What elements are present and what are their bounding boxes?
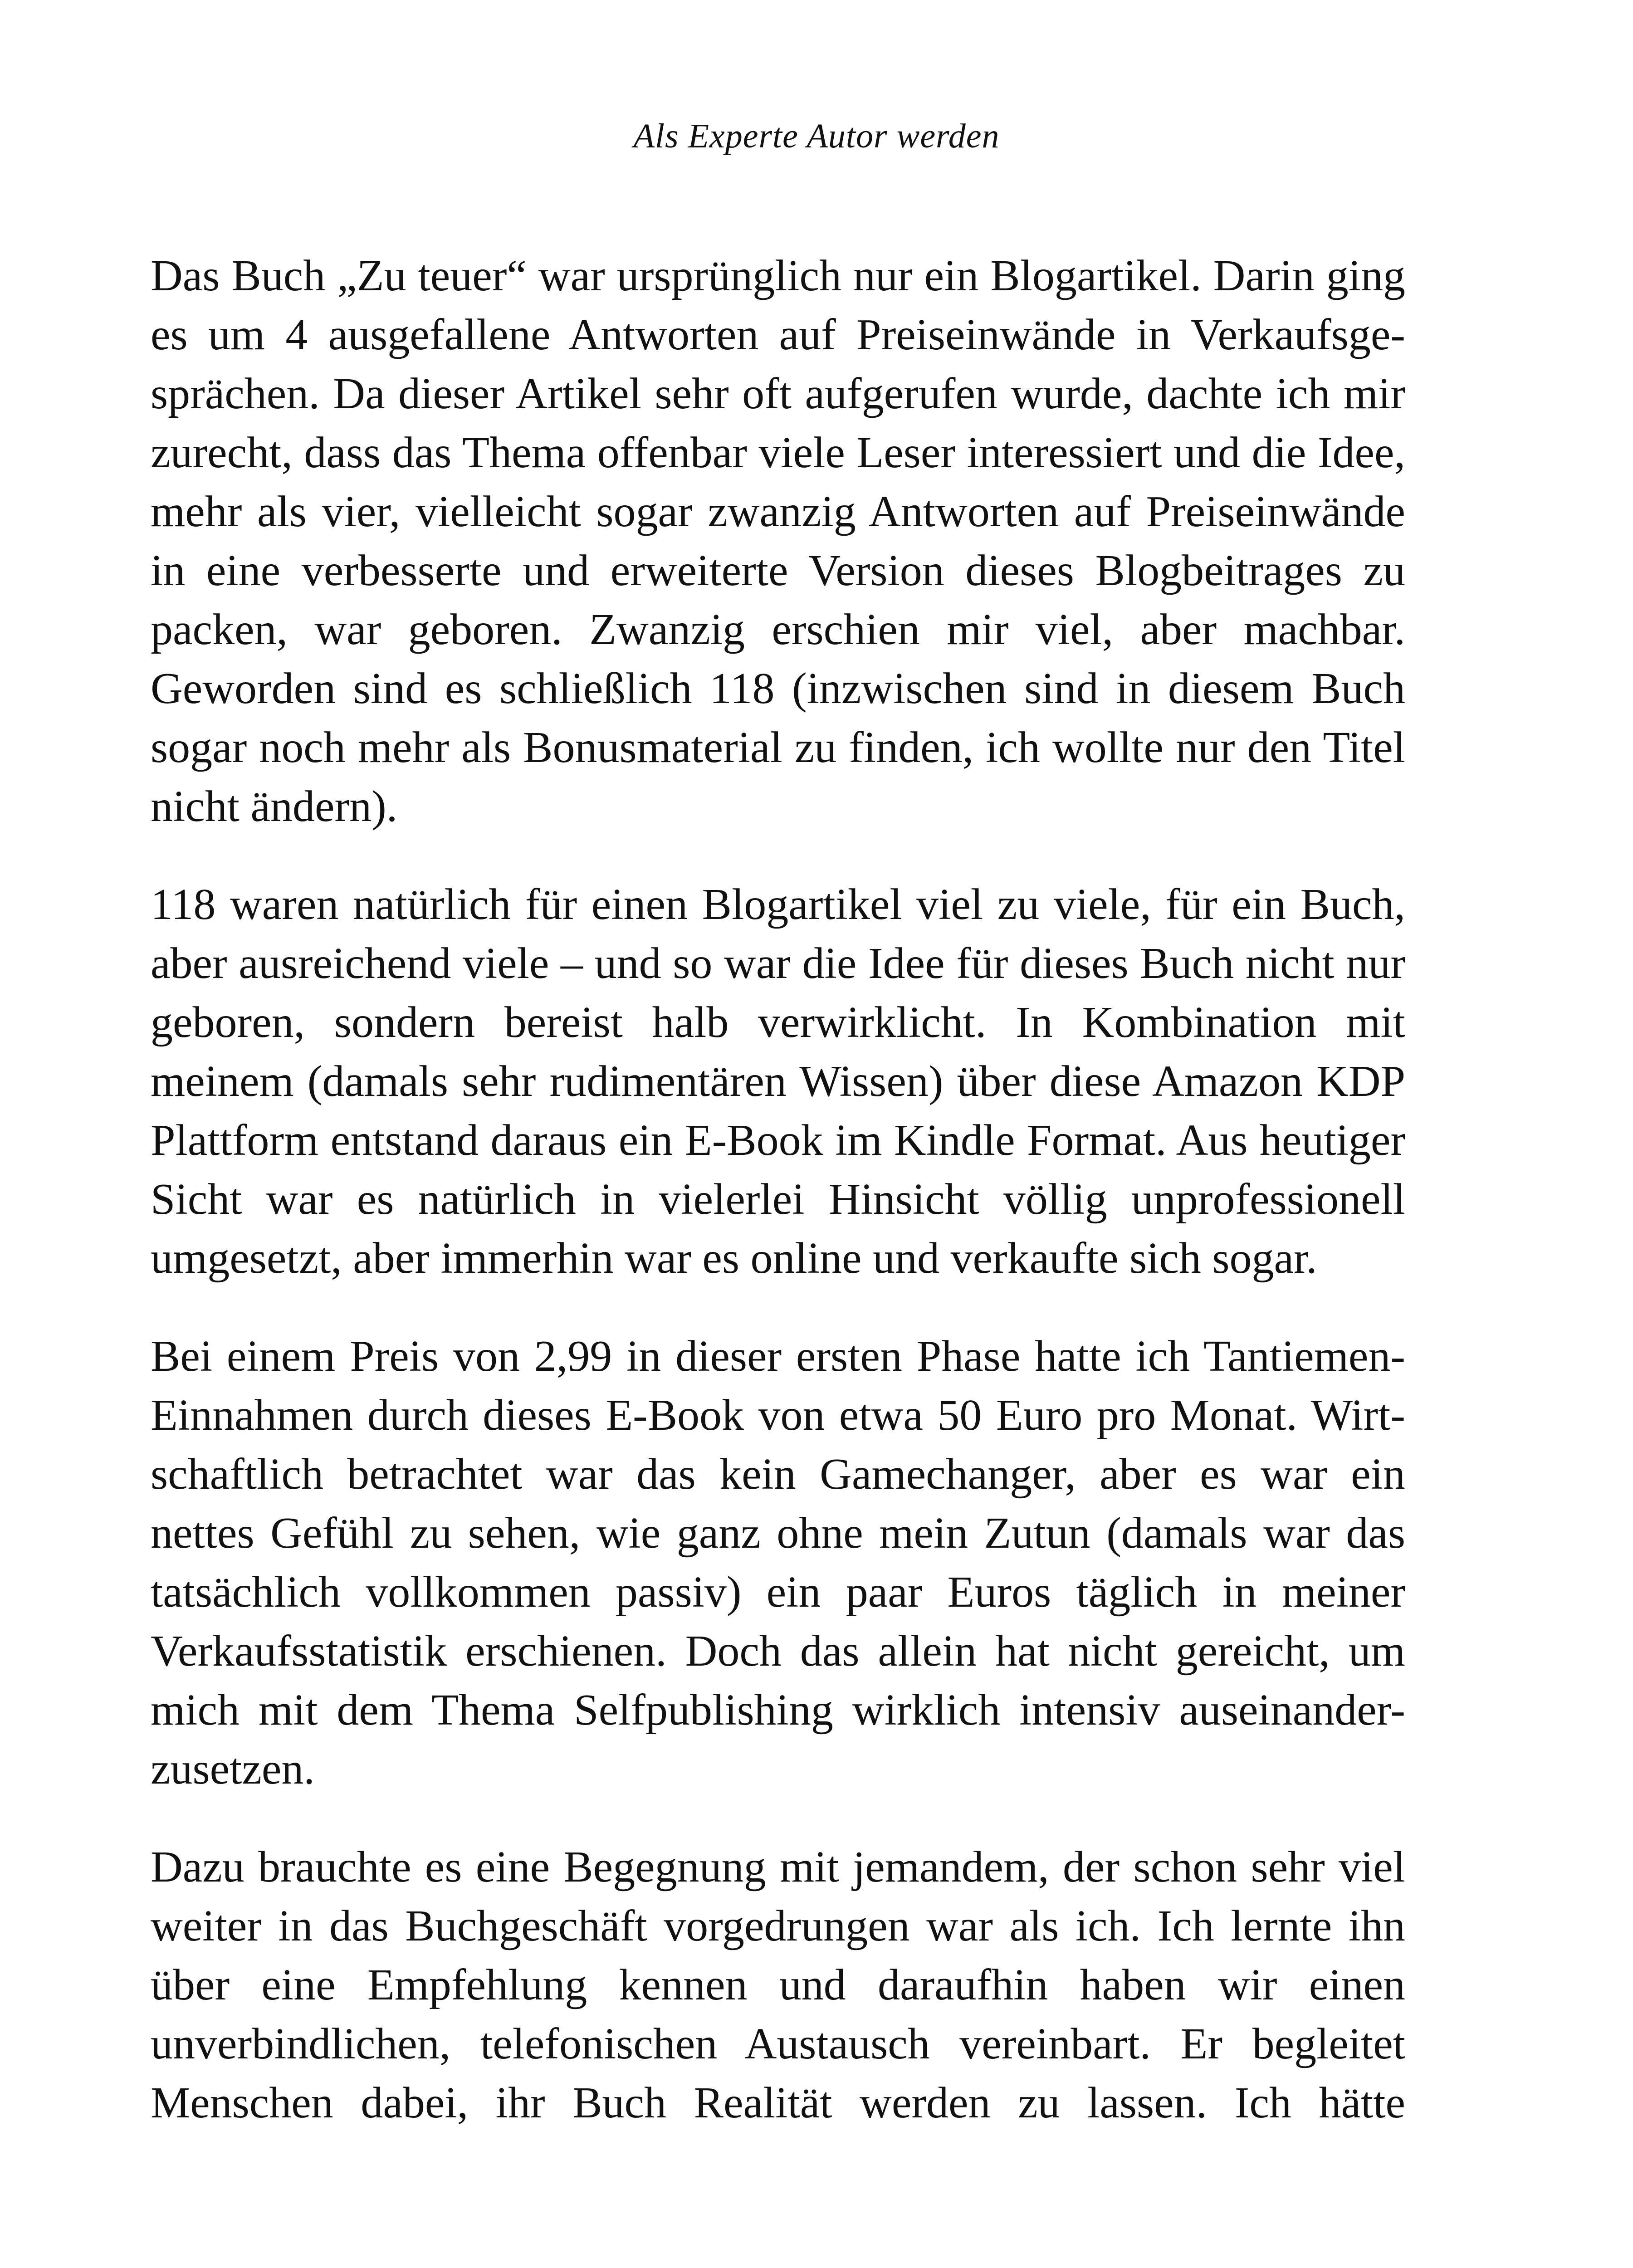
text-line: aber ausreichend viele – und so war die Idee für dieses Buch nicht nur bbox=[151, 939, 1405, 988]
text-line: packen, war geboren. Zwanzig erschien mir viel, aber machbar. bbox=[151, 605, 1405, 654]
text-line: schaftlich betrachtet war das kein Gamechanger, aber es war ein bbox=[151, 1450, 1405, 1499]
text-line: Sicht war es natürlich in vielerlei Hinsicht völlig unprofessionell bbox=[151, 1175, 1405, 1224]
text-line: sprächen. Da dieser Artikel sehr oft aufgerufen wurde, dachte ich mir bbox=[151, 369, 1405, 418]
paragraph-gap bbox=[151, 1799, 1405, 1838]
text-line: Verkaufsstatistik erschienen. Doch das allein hat nicht gereicht, um bbox=[151, 1627, 1405, 1676]
text-line: 118 waren natürlich für einen Blogartikel viel zu viele, für ein Buch, bbox=[151, 880, 1405, 929]
text-line: es um 4 ausgefallene Antworten auf Preiseinwände in Verkaufsge- bbox=[151, 310, 1405, 359]
paragraph-4 bbox=[151, 1838, 1405, 2132]
text-line: Plattform entstand daraus ein E-Book im Kindle Format. Aus heutiger bbox=[151, 1116, 1405, 1165]
text-line: sogar noch mehr als Bonusmaterial zu finden, ich wollte nur den Titel bbox=[151, 723, 1405, 772]
text-line: unverbindlichen, telefonischen Austausch vereinbart. Er begleitet bbox=[151, 2019, 1405, 2068]
text-line: zurecht, dass das Thema offenbar viele Leser interessiert und die Idee, bbox=[151, 428, 1405, 477]
text-line: Dazu brauchte es eine Begegnung mit jemandem, der schon sehr viel bbox=[151, 1843, 1405, 1892]
text-line: umgesetzt, aber immerhin war es online und verkaufte sich sogar. bbox=[151, 1234, 1317, 1283]
text-line: mich mit dem Thema Selfpublishing wirklich intensiv auseinander- bbox=[151, 1686, 1405, 1735]
text-line: Menschen dabei, ihr Buch Realität werden zu lassen. Ich hätte bbox=[151, 2078, 1405, 2127]
text-line: nettes Gefühl zu sehen, wie ganz ohne mein Zutun (damals war das bbox=[151, 1509, 1405, 1558]
text-line: über eine Empfehlung kennen und daraufhin haben wir einen bbox=[151, 1960, 1405, 2009]
text-line: geboren, sondern bereist halb verwirklicht. In Kombination mit bbox=[151, 998, 1405, 1047]
text-line: Bei einem Preis von 2,99 in dieser ersten Phase hatte ich Tantiemen- bbox=[151, 1332, 1405, 1381]
text-line: weiter in das Buchgeschäft vorgedrungen war als ich. Ich lernte ihn bbox=[151, 1901, 1405, 1950]
paragraph-gap bbox=[151, 1288, 1405, 1327]
paragraph-gap bbox=[151, 836, 1405, 875]
text-line: in eine verbesserte und erweiterte Version dieses Blogbeitrages zu bbox=[151, 546, 1405, 595]
body-text bbox=[151, 246, 1405, 2132]
paragraph-3 bbox=[151, 1327, 1405, 1799]
text-line: mehr als vier, vielleicht sogar zwanzig Antworten auf Preiseinwände bbox=[151, 487, 1405, 536]
text-line: Das Buch „Zu teuer“ war ursprünglich nur ein Blogartikel. Darin ging bbox=[151, 251, 1405, 300]
text-line: nicht ändern). bbox=[151, 782, 398, 831]
text-line: zusetzen. bbox=[151, 1745, 315, 1794]
text-line: Geworden sind es schließlich 118 (inzwischen sind in diesem Buch bbox=[151, 664, 1405, 713]
text-line: Einnahmen durch dieses E-Book von etwa 50 Euro pro Monat. Wirt- bbox=[151, 1391, 1405, 1440]
paragraph-1 bbox=[151, 246, 1405, 836]
text-line: meinem (damals sehr rudimentären Wissen) über diese Amazon KDP bbox=[151, 1057, 1405, 1106]
paragraph-2 bbox=[151, 875, 1405, 1288]
running-header: Als Experte Autor werden bbox=[633, 117, 1000, 155]
text-line: tatsächlich vollkommen passiv) ein paar Euros täglich in meiner bbox=[151, 1568, 1405, 1617]
